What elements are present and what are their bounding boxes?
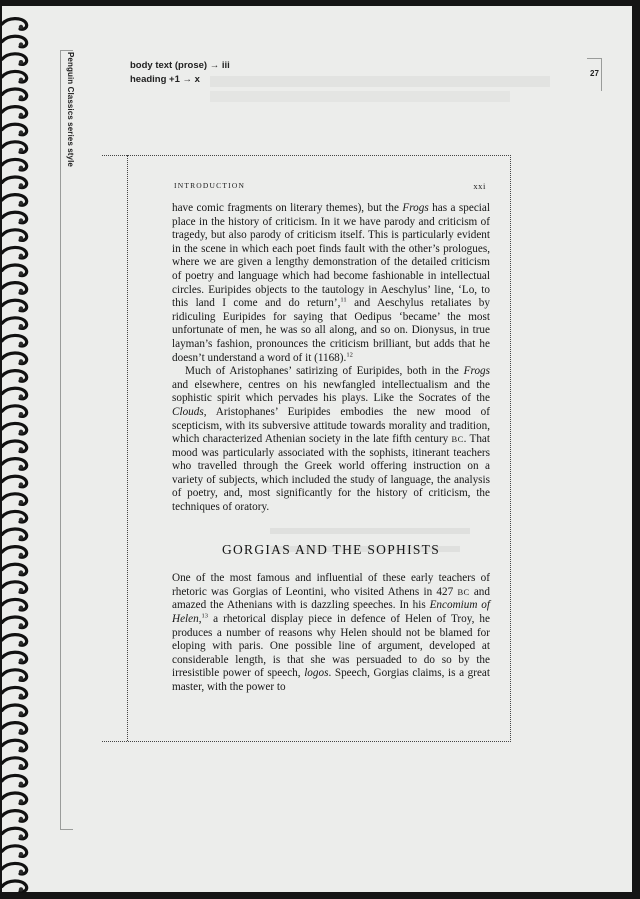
text-run: . Speech, Gorgias claims, is a great master, with the power to [172,667,490,693]
binding-hole [19,148,23,152]
paragraph [172,572,490,694]
text-run: have comic fragments on literary themes), but the [172,202,403,214]
text-run: . That mood was particularly associated with the sophists, itinerant teachers who travelled through the Greek world offering instruction on a variety of subjects, which included the study of language, the analysis of poetry, and, most significantly for the history of criticism, the techniques of oratory. [172,433,490,514]
binding-hole [19,834,23,838]
text-run: and amazed the Athenians with is dazzling speeches. In his [172,585,490,612]
running-title: INTRODUCTION [174,181,246,190]
binding-hole [19,711,23,715]
text-run: One of the most famous and influential of these early teachers of rhetoric was Gorgias of Leontini, who visited Athens in 427 [172,572,490,598]
binding-hole [19,535,23,539]
italic-run: Frogs [402,202,429,214]
text-run: , [198,613,202,626]
body-text-tag: body text (prose) → iii [130,60,230,71]
binding-hole [19,764,23,768]
series-style-label: Penguin Classics series style [66,52,75,167]
paragraph [172,202,490,365]
roman-folio: xxi [473,181,486,191]
footnote-ref: 11 [340,296,347,304]
italic-run: Encomium of Helen [172,599,490,626]
binding-hole [19,394,23,398]
binding-hole [19,254,23,258]
binding-hole [19,78,23,82]
binding-hole [19,518,23,522]
binding-hole [19,60,23,64]
binding-hole [19,500,23,504]
text-run: and elsewhere, centres on his newfangled intellectualism and the sophistic spirit which pervades his plays. Like the Socrates of the [172,378,490,405]
binding-hole [19,676,23,680]
text-run: and Aeschylus retaliates by ridiculing Euripides for saying that Oedipus ‘became’ the most unfortunate of men, he was so all along, and so on. Dionysus, in true layman’s fashion, pronounces the criticism brilliant, but adds that he doesn’t understand a word of it (1168). [172,297,490,364]
binding-hole [19,623,23,627]
binding-hole [19,817,23,821]
binding-hole [19,324,23,328]
binding-hole [19,641,23,645]
binding-hole [19,588,23,592]
binding-hole [19,887,23,891]
binding-hole [19,465,23,469]
binding-hole [19,782,23,786]
binding-hole [19,236,23,240]
binding-hole [19,359,23,363]
binding-hole [19,482,23,486]
footnote-ref: 12 [346,350,353,358]
text-run: Much of Aristophanes’ satirizing of Euripides, both in the [185,365,464,378]
text-run: has a special place in the history of criticism. In it we have parody and criticism of tragedy, but also parody of criticism itself. This is particularly evident in the scene in which each poet finds fault with the other’s prologues, where we are given a lengthy demonstration of the detailed criticism of poetry and language which had become fashionable in intellectual circles. Euripides objects to the tautology in Aeschylus’ line, ‘Lo, to this land I come and do return’, [172,202,490,310]
italic-run: Clouds [172,405,204,418]
binding-hole [19,377,23,381]
binding-hole [19,271,23,275]
book-body [172,202,490,695]
binding-hole [19,166,23,170]
binding-hole [19,729,23,733]
binding-hole [19,183,23,187]
binding-hole [19,342,23,346]
section-heading: GORGIAS AND THE SOPHISTS [221,541,441,557]
binding-hole [19,658,23,662]
binding-hole [19,606,23,610]
italic-run: Frogs [463,365,490,378]
binding-hole [19,95,23,99]
binding-hole [19,113,23,117]
show-through-text [210,76,580,102]
binding-hole [19,25,23,29]
page-frame-inner-rule [127,155,128,741]
small-caps-run: BC [451,434,464,445]
notebook-page-number: 27 [590,69,599,78]
spiral-binding [0,0,32,899]
binding-hole [19,430,23,434]
footnote-ref: 13 [201,612,209,620]
paragraph [172,365,490,515]
binding-hole [19,870,23,874]
binding-hole [19,412,23,416]
binding-hole [19,447,23,451]
binding-hole [19,694,23,698]
binding-hole [19,852,23,856]
binding-hole [19,218,23,222]
heading-tag: heading +1 → x [130,74,200,85]
italic-run: logos [304,667,329,680]
binding-hole [19,746,23,750]
binding-hole [19,570,23,574]
running-head [174,181,486,193]
text-run: , Aristophanes’ Euripides embodies the new mood of scepticism, with its subversive attitude towards morality and tradition, which characterized Athenian society in the late fifth century [172,405,490,446]
binding-hole [19,799,23,803]
binding-hole [19,306,23,310]
binding-hole [19,130,23,134]
binding-hole [19,42,23,46]
text-run: a rhetorical display piece in defence of Helen of Troy, he produces a number of reasons why Helen should not be blamed for eloping with paris. One possible line of argument, developed at considerable length, is that she was persuaded to do so by the irresistible power of speech, [172,613,490,680]
binding-hole [19,289,23,293]
binding-hole [19,553,23,557]
binding-hole [19,201,23,205]
small-caps-run: BC [457,586,470,597]
